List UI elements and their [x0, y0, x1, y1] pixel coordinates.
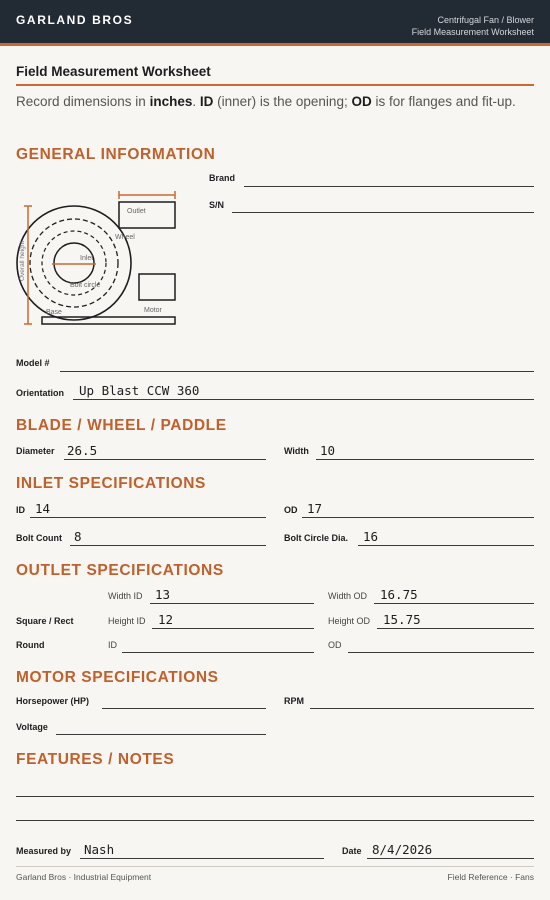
date-label: Date: [342, 846, 362, 856]
page-title: Field Measurement Worksheet: [16, 64, 211, 79]
width-field[interactable]: 10: [320, 443, 336, 458]
bolt-circle-label: Bolt Circle Dia.: [284, 533, 349, 543]
width-id-field[interactable]: 13: [155, 587, 171, 602]
bolt-count-field-line: [70, 545, 266, 546]
height-od-field[interactable]: 15.75: [383, 612, 421, 627]
orientation-label: Orientation: [16, 388, 65, 398]
height-id-label: Height ID: [108, 616, 146, 626]
round-od-field-line: [348, 652, 534, 653]
inlet-od-field[interactable]: 17: [307, 501, 323, 516]
label-inlet: Inlet: [80, 255, 94, 262]
model-field-line: [60, 371, 534, 372]
date-field-line: [367, 858, 534, 859]
hp-label: Horsepower (HP): [16, 696, 90, 706]
footer-divider: [16, 866, 534, 867]
width-label: Width: [284, 446, 309, 456]
hp-field-line: [102, 708, 266, 709]
measured-by-field[interactable]: Nash: [84, 842, 115, 857]
model-label: Model #: [16, 358, 50, 368]
section-heading-inlet: INLET SPECIFICATIONS: [16, 475, 206, 492]
width-od-field[interactable]: 16.75: [380, 587, 418, 602]
round-label: Round: [16, 640, 45, 650]
bolt-circle-field[interactable]: 16: [363, 529, 379, 544]
square-rect-label: Square / Rect: [16, 616, 74, 626]
inlet-id-field-line: [30, 517, 266, 518]
label-wheel: Wheel: [115, 234, 135, 241]
bolt-count-field[interactable]: 8: [74, 529, 82, 544]
label-overall-height: Overall height: [19, 240, 26, 281]
round-id-label: ID: [108, 640, 117, 650]
intro-text: Record dimensions in inches. ID (inner) is the opening; OD is for flanges and fit-up.: [16, 94, 516, 109]
date-field[interactable]: 8/4/2026: [372, 842, 433, 857]
label-bolt-circle: Bolt circle: [70, 282, 101, 289]
header-subtitle-2: Field Measurement Worksheet: [411, 27, 534, 37]
footer-right-text: Field Reference · Fans: [447, 872, 534, 882]
round-od-label: OD: [328, 640, 342, 650]
brand-field-line: [244, 186, 534, 187]
rpm-field-line: [310, 708, 534, 709]
inlet-id-label: ID: [16, 505, 25, 515]
diameter-field-line: [64, 459, 266, 460]
inlet-id-field[interactable]: 14: [35, 501, 51, 516]
height-id-field[interactable]: 12: [158, 612, 174, 627]
height-id-field-line: [152, 628, 314, 629]
brand-logo-text: GARLAND BROS: [16, 13, 134, 27]
bolt-circle-field-line: [358, 545, 534, 546]
round-id-field-line: [122, 652, 314, 653]
label-outlet: Outlet: [127, 208, 146, 215]
app-header: [0, 0, 550, 46]
width-id-field-line: [150, 603, 314, 604]
fan-diagram: [14, 188, 184, 328]
notes-line-1: [16, 796, 534, 797]
width-id-label: Width ID: [108, 591, 143, 601]
height-od-field-line: [377, 628, 534, 629]
width-od-label: Width OD: [328, 591, 368, 601]
measured-by-label: Measured by: [16, 846, 72, 856]
brand-label: Brand: [209, 173, 236, 183]
bolt-count-label: Bolt Count: [16, 533, 62, 543]
inlet-od-label: OD: [284, 505, 298, 515]
width-od-field-line: [374, 603, 534, 604]
diameter-field[interactable]: 26.5: [67, 443, 98, 458]
notes-line-2: [16, 820, 534, 821]
height-od-label: Height OD: [328, 616, 371, 626]
orientation-field-line: [73, 399, 534, 400]
section-heading-notes: FEATURES / NOTES: [16, 751, 175, 768]
label-motor: Motor: [144, 307, 162, 314]
footer-left-text: Garland Bros · Industrial Equipment: [16, 872, 152, 882]
measured-by-field-line: [80, 858, 324, 859]
voltage-field-line: [56, 734, 266, 735]
rpm-label: RPM: [284, 696, 304, 706]
label-base: Base: [46, 309, 62, 316]
title-divider: [16, 84, 534, 86]
width-field-line: [316, 459, 534, 460]
orientation-field[interactable]: Up Blast CCW 360: [79, 383, 200, 398]
header-subtitle-1: Centrifugal Fan / Blower: [437, 15, 534, 25]
voltage-label: Voltage: [16, 722, 48, 732]
diameter-label: Diameter: [16, 446, 55, 456]
sn-field-line: [232, 212, 534, 213]
section-heading-blade: BLADE / WHEEL / PADDLE: [16, 417, 227, 434]
sn-label: S/N: [209, 200, 225, 210]
section-heading-motor: MOTOR SPECIFICATIONS: [16, 669, 219, 686]
section-heading-general: GENERAL INFORMATION: [16, 146, 216, 163]
section-heading-outlet: OUTLET SPECIFICATIONS: [16, 562, 224, 579]
inlet-od-field-line: [302, 517, 534, 518]
